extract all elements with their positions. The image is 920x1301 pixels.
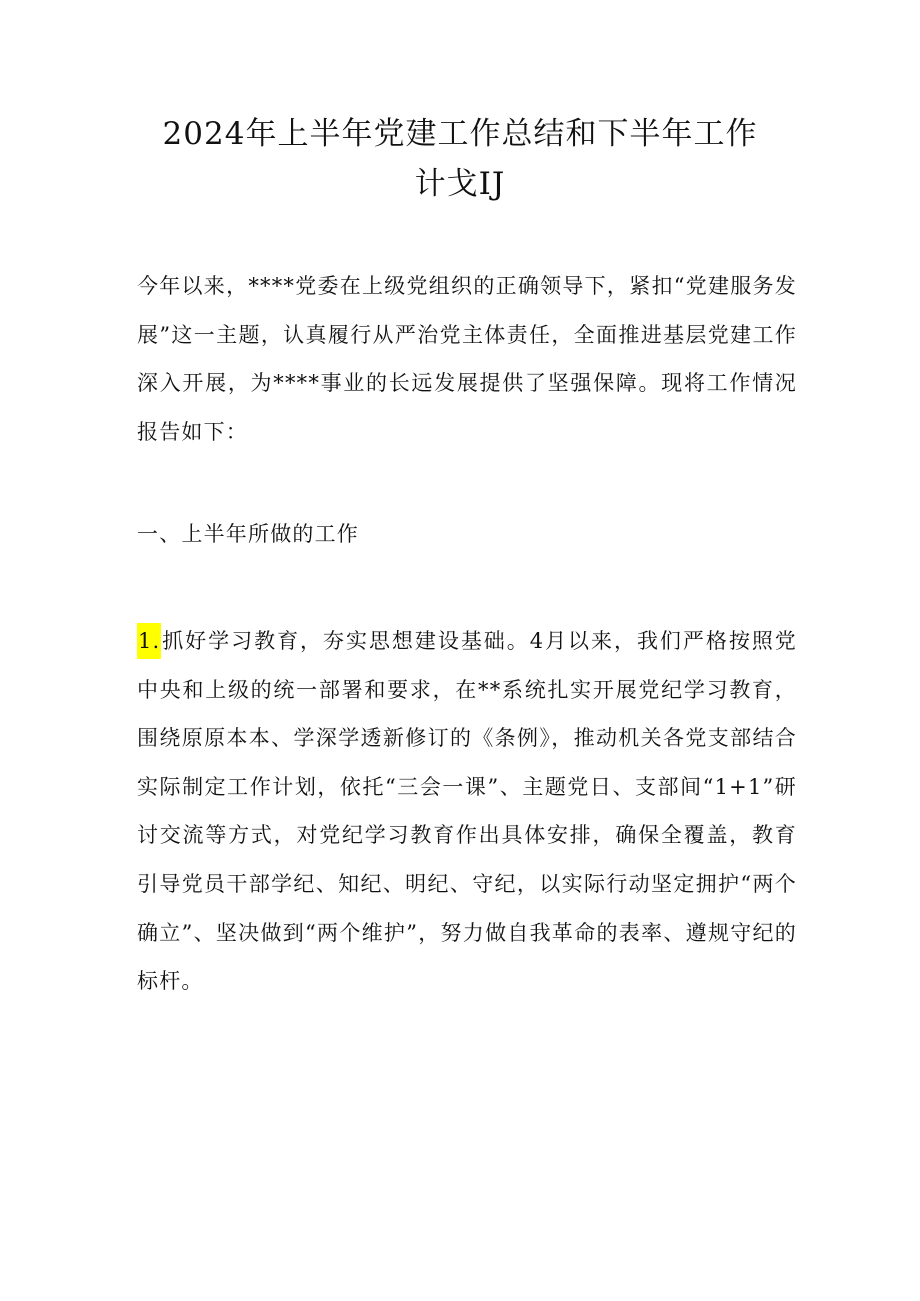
item-1-number-highlight: 1. [137,623,161,659]
document-title-line-1: 2024年上半年党建工作总结和下半年工作 [162,116,758,152]
document-title-line-2: 计戈IJ [414,166,506,202]
item-1-text: 抓好学习教育，夯实思想建设基础。4月以来，我们严格按照党中央和上级的统一部署和要求，在**系统扎实开展党纪学习教育，围绕原原本本、学深学透新修订的《条例》，推动机关各党支部结合实际制定工作计划，依托“三会一课”、主题党日、支部间“1+1”研讨交流等方式，对党纪学习教育作出具体安排，确保全覆盖，教育引导党员干部学纪、知纪、明纪、守纪，以实际行动坚定拥护“两个确立”、坚决做到“两个维护”，努力做自我革命的表率、遵规守纪的标杆。 [137,629,797,994]
item-1-paragraph [137,617,797,1006]
intro-paragraph: 今年以来，****党委在上级党组织的正确领导下，紧扣“党建服务发展”这一主题，认真履行从严治党主体责任，全面推进基层党建工作深入开展，为****事业的长远发展提供了坚强保障。现将工作情况报告如下： [137,274,797,444]
section-heading: 一、上半年所做的工作 [137,522,359,546]
